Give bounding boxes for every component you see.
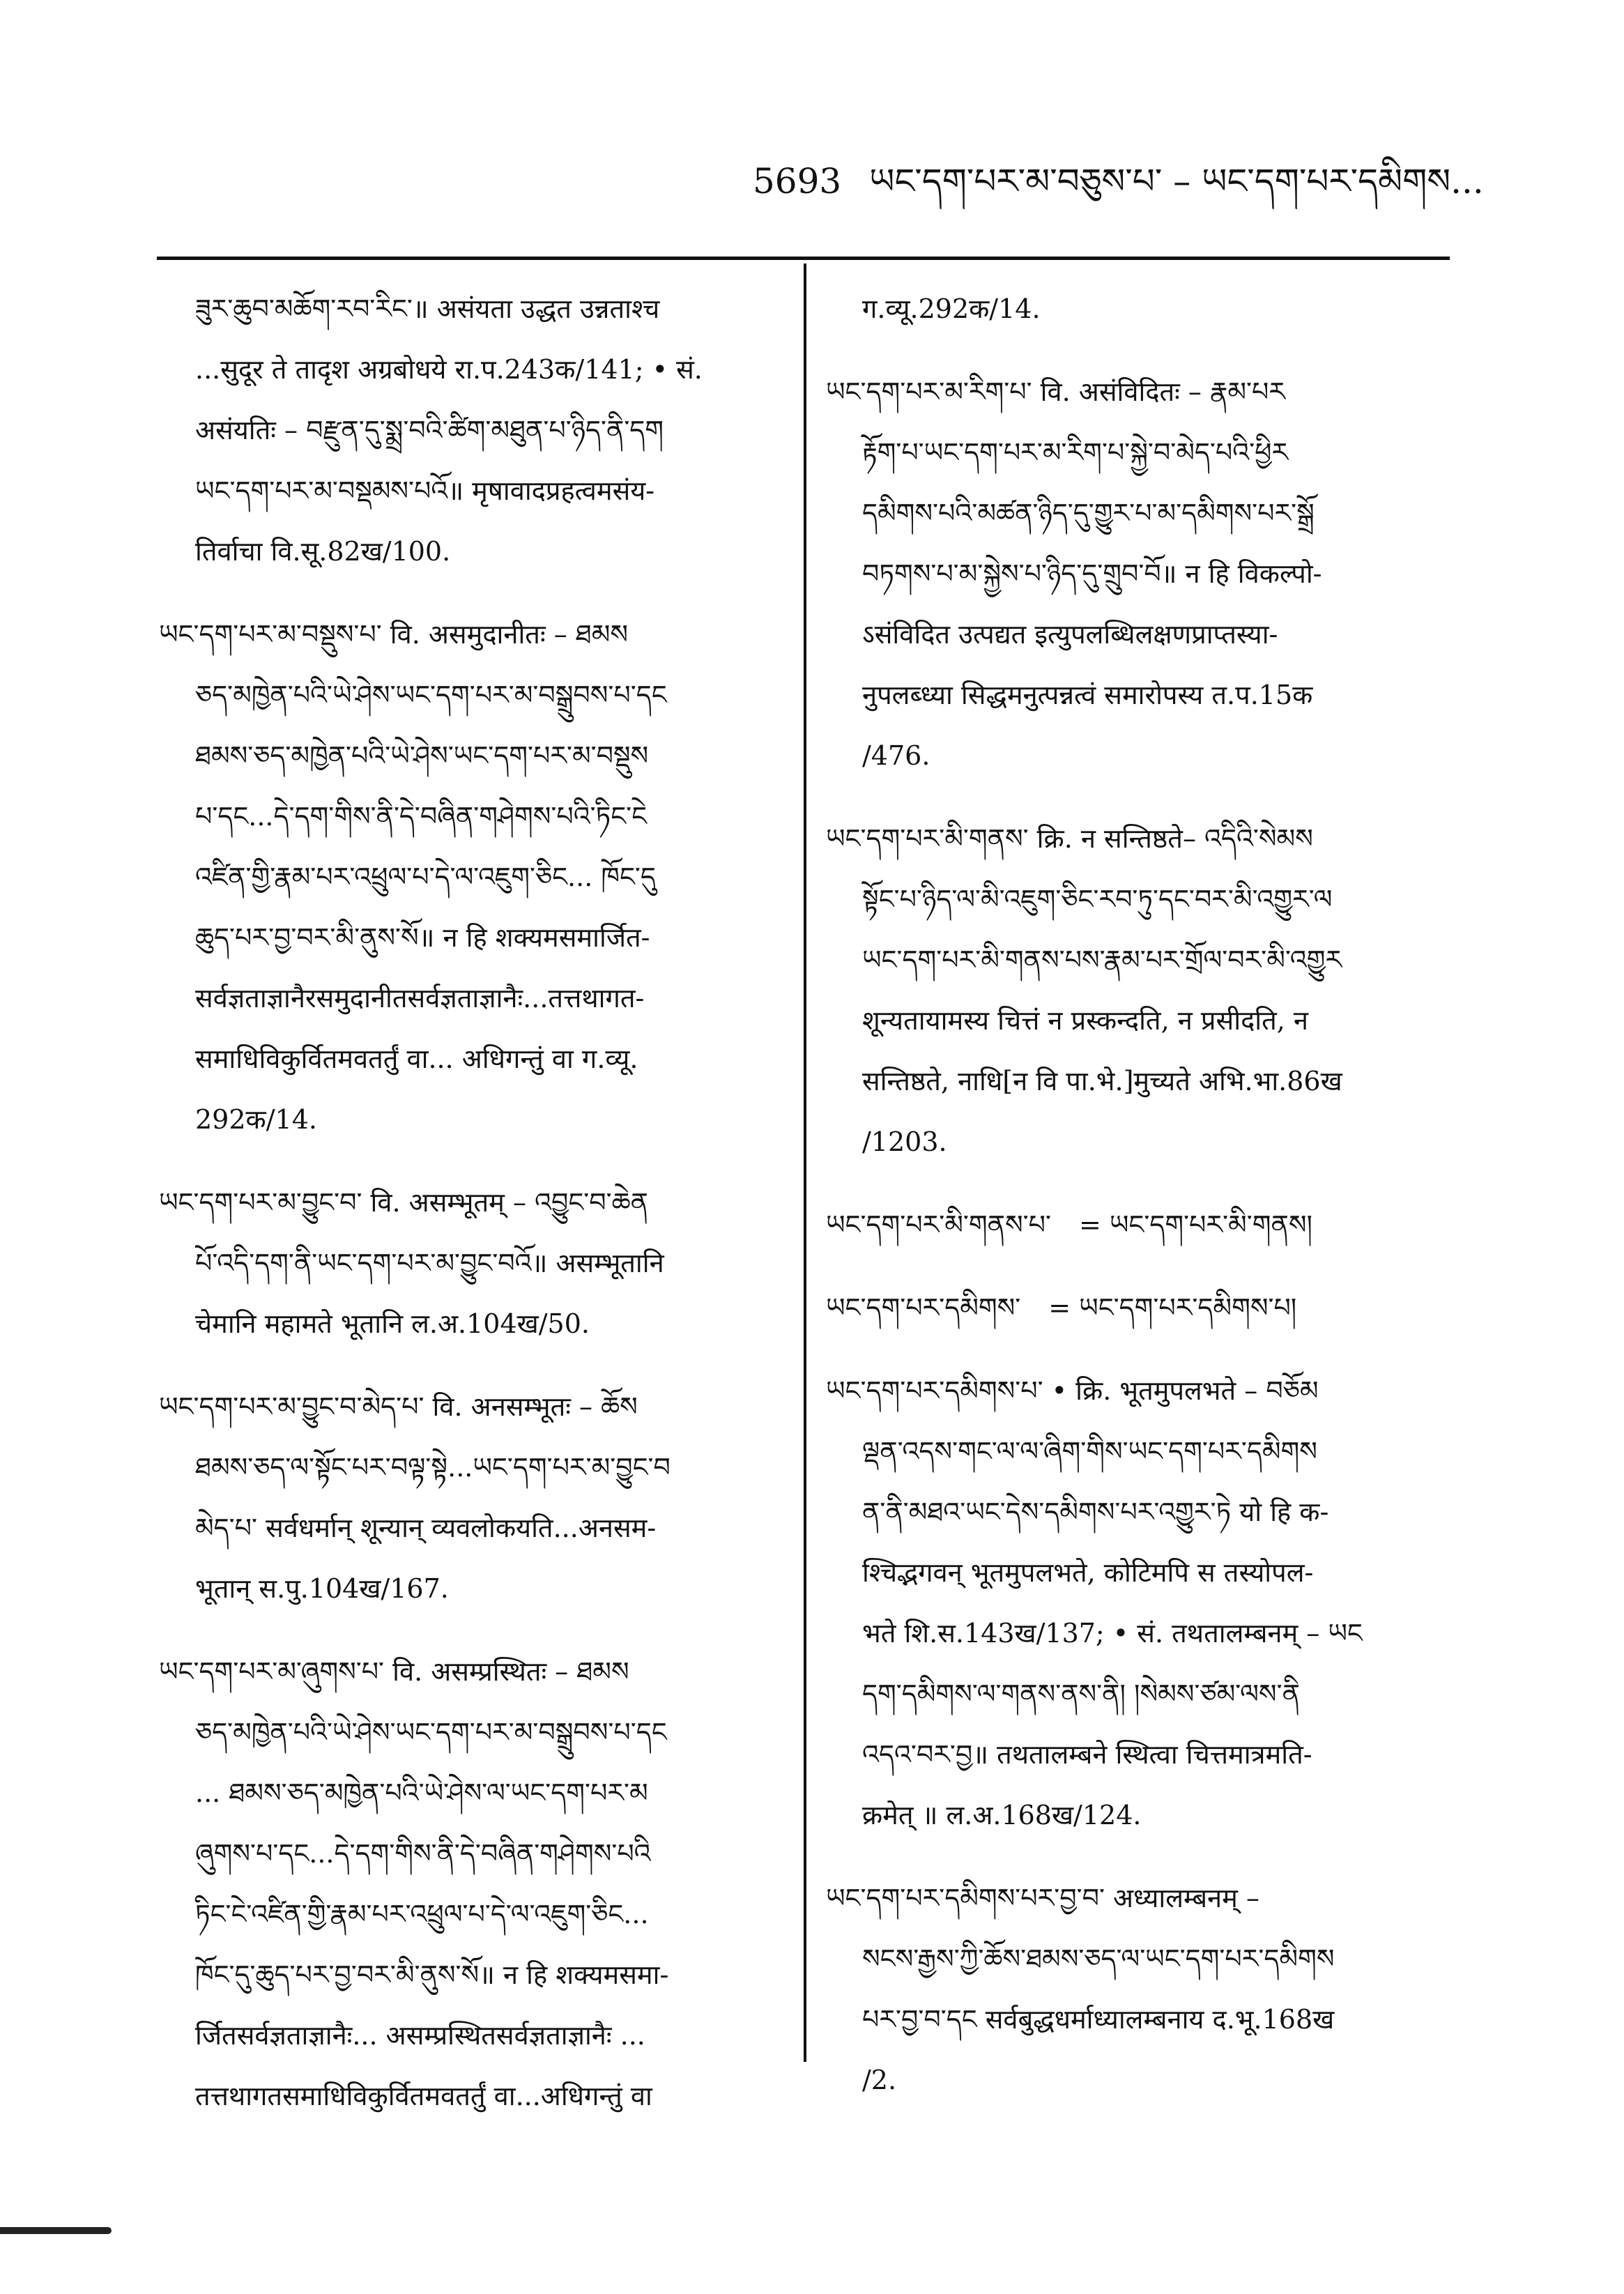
- entry-line: चेमानि महामते भूतानि ल.अ.104ख/50.: [195, 1308, 590, 1339]
- entry-line: ऽसंविदित उत्पद्यत इत्युपलब्धिलक्षणप्राप्तस्या-: [862, 619, 1278, 650]
- continuation-line: तिर्वाचा वि.सू.82ख/100.: [195, 536, 451, 567]
- right-continuation: [826, 279, 1450, 339]
- entry-line: དམིགས་པའི་མཚན་ཉིད་དུ་གྱུར་པ་མ་དམིགས་པར་སྒྲོ: [862, 498, 1315, 528]
- continuation-line: असंयतिः – བརྫུན་དུ་སྨྲ་བའི་ཚིག་མཐུན་པ་ཉིད་ནི་དག: [195, 415, 664, 445]
- entry-headline: ཡང་དག་པར་མ་ཞུགས་པ་ वि. असम्प्रस्थितः – ཐམས: [159, 1656, 629, 1687]
- entry-headline: ཡང་དག་པར་མ་བྱུང་བ་ वि. असम्भूतम् – འབྱུང་བ་ཆེན: [159, 1187, 648, 1218]
- entry-line: པར་བྱ་བ་དང सर्वबुद्धधर्माध्यालम्बनाय द.भू.168ख: [862, 2004, 1335, 2035]
- dictionary-entry: [826, 362, 1450, 786]
- entry-line: क्रमेत् ॥ ल.अ.168ख/124.: [862, 1800, 1142, 1830]
- header-range: ཡང་དག་པར་མ་བཅུས་པ་ – ཡང་དག་པར་དམིགས...: [869, 161, 1484, 201]
- entry-line: सन्तिष्ठते, नाधि[न वि पा.भे.]मुच्यते अभि.भा.86ख: [862, 1066, 1342, 1096]
- cross-reference-entry: [826, 1278, 1450, 1338]
- entry-line: सर्वज्ञताज्ञानैरसमुदानीतसर्वज्ञताज्ञानैः...तत्तथागत-: [195, 983, 645, 1014]
- entry-line: भूतान् स.पु.104ख/167.: [195, 1573, 449, 1604]
- entry-line: /1203.: [862, 1126, 947, 1157]
- entry-line: समाधिविकुर्वितमवतर्तुं वा... अधिगन्तुं वा ग.व्यू.: [195, 1043, 638, 1074]
- entry-line: ལྡན་འདས་གང་ལ་ལ་ཞིག་གིས་ཡང་དག་པར་དམིགས: [862, 1436, 1317, 1467]
- entry-headline: ཡང་དག་པར་མ་བྱུང་བ་མེད་པ་ वि. अनसम्भूतः – ཆོས: [159, 1391, 638, 1422]
- entry-line: འཛིན་གྱི་རྣམ་པར་འཕྲུལ་པ་དེ་ལ་འཇུག་ཅིང... ཁོང་དུ: [195, 862, 656, 892]
- entry-line: དག་དམིགས་ལ་གནས་ནས་ནི། །སེམས་ཙམ་ལས་ནི: [862, 1679, 1300, 1709]
- entry-line: པོ་འདི་དག་ནི་ཡང་དག་པར་མ་བྱུང་བའོ॥ असम्भूतानि: [195, 1248, 664, 1278]
- cross-reference-target: = ཡང་དག་པར་མི་གནས།: [1078, 1209, 1312, 1240]
- continuation-line: ཟུར་ཆུབ་མཆོག་རབ་རིང་॥ असंयता उद्धत उन्नताश्च: [195, 293, 660, 324]
- entry-line: འདའ་བར་བྱ॥ तथतालम्बने स्थित्वा चित्तमात्रमति-: [862, 1739, 1312, 1770]
- entry-line: མེད་པ་ सर्वधर्मान् शून्यान् व्यवलोकयति...अनसम-: [195, 1513, 657, 1543]
- entry-line: ཅད་མཁྱེན་པའི་ཡེ་ཤེས་ཡང་དག་པར་མ་བསྒྲུབས་པ་དང: [195, 680, 667, 710]
- cross-reference-line: [826, 1278, 1450, 1338]
- dictionary-entry: [159, 1642, 772, 2127]
- page-number: 5693: [753, 161, 842, 201]
- header-rule: [157, 257, 1450, 260]
- dictionary-entry: [159, 604, 772, 1150]
- entry-line: ཆུད་པར་བྱ་བར་མི་ནུས་སོ॥ न हि शक्यमसमार्जित-: [195, 922, 650, 953]
- continuation-line: ཡང་དག་པར་མ་བསྡམས་པའོ॥ मृषावादप्रहत्वमसंय-: [195, 475, 655, 506]
- entry-line: ཡང་དག་པར་མི་གནས་པས་རྣམ་པར་གྲོལ་བར་མི་འགྱུར: [862, 945, 1342, 975]
- entry-line: ན་ནི་མཐའ་ཡང་དེས་དམིགས་པར་འགྱུར་ཏེ यो हि क-: [862, 1497, 1329, 1527]
- entry-line: /2.: [862, 2065, 897, 2095]
- entry-headline: ཡང་དག་པར་མི་གནས་ क्रि. न सन्तिष्ठते– འདིའི་སེམས: [826, 823, 1313, 854]
- dictionary-entry: [159, 1377, 772, 1619]
- entry-line: तत्तथागतसमाधिविकुर्वितमवतर्तुं वा...अधिगन्तुं वा: [195, 2081, 652, 2111]
- entry-line: བཏགས་པ་མ་སྐྱེས་པ་ཉིད་དུ་གྲུབ་བོ॥ न हि विकल्पो-: [862, 558, 1322, 589]
- entry-line: शून्यतायामस्य चित्तं न प्रस्कन्दति, न प्रसीदति, न: [862, 1005, 1308, 1036]
- entry-line: र्जितसर्वज्ञताज्ञानैः... असम्प्रस्थितसर्वज्ञताज्ञानैः ...: [195, 2020, 645, 2051]
- cross-reference-term: ཡང་དག་པར་མི་གནས་པ་: [826, 1209, 1051, 1240]
- dictionary-entry: [826, 809, 1450, 1172]
- entry-line: པ་དང...དེ་དག་གིས་ནི་དེ་བཞིན་གཤེགས་པའི་ཏིང་ངེ: [195, 801, 648, 832]
- cross-reference-entry: [826, 1195, 1450, 1255]
- cross-reference-term: ཡང་དག་པར་དམིགས་: [826, 1292, 1021, 1323]
- entry-line: ཞུགས་པ་དང...དེ་དག་གིས་ནི་དེ་བཞིན་གཤེགས་པའི: [195, 1838, 651, 1869]
- right-column: [826, 279, 1450, 2133]
- entry-line: ཁོང་དུ་ཆུད་པར་བྱ་བར་མི་ནུས་སོ॥ न हि शक्यमसमा-: [195, 1959, 669, 1990]
- left-continuation: [159, 279, 772, 582]
- entry-headline: ཡང་དག་པར་མ་བསྡུས་པ་ वि. असमुदानीतः – ཐམས: [159, 619, 629, 650]
- left-column: [159, 279, 772, 2149]
- dictionary-entry: [826, 1361, 1450, 1846]
- entry-line: ཐམས་ཅད་མཁྱེན་པའི་ཡེ་ཤེས་ཡང་དག་པར་མ་བསྡུས: [195, 740, 649, 771]
- cross-reference-target: = ཡང་དག་པར་དམིགས་པ།: [1048, 1292, 1297, 1323]
- running-header: [753, 143, 1485, 240]
- entry-line: 292क/14.: [195, 1104, 317, 1135]
- entry-line: སྟོང་པ་ཉིད་ལ་མི་འཇུག་ཅིང་རབ་ཏུ་དང་བར་མི་འགྱུར་ལ: [862, 884, 1333, 915]
- continuation-line: ...सुदूर ते तादृश अग्रबोधये रा.प.243क/141; • सं.: [195, 354, 703, 385]
- entry-line: ... ཐམས་ཅད་མཁྱེན་པའི་ཡེ་ཤེས་ལ་ཡང་དག་པར་མ: [195, 1777, 648, 1808]
- entry-line: རྟོག་པ་ཡང་དག་པར་མ་རིག་པ་སྐྱེ་བ་མེད་པའི་ཕྱིར: [862, 437, 1289, 468]
- entry-line: སངས་རྒྱས་ཀྱི་ཆོས་ཐམས་ཅད་ལ་ཡང་དག་པར་དམིགས: [862, 1943, 1335, 1974]
- dictionary-entry: [826, 1868, 1450, 2111]
- entry-headline: ཡང་དག་པར་མ་རིག་པ་ वि. असंविदितः – རྣམ་པར: [826, 376, 1286, 407]
- cross-reference-line: [826, 1195, 1450, 1255]
- entry-line: /476.: [862, 740, 930, 771]
- dictionary-entry: [159, 1172, 772, 1354]
- entry-line: भते शि.स.143ख/137; • सं. तथतालम्बनम् – ཡང: [862, 1618, 1363, 1649]
- entry-line: ཅད་མཁྱེན་པའི་ཡེ་ཤེས་ཡང་དག་པར་མ་བསྒྲུབས་པ་དང: [195, 1717, 667, 1748]
- scan-edge-mark: [0, 2227, 112, 2234]
- entry-headline: ཡང་དག་པར་དམིགས་པར་བྱ་བ་ अध्यालम्बनम् –: [826, 1883, 1259, 1913]
- column-divider: [804, 263, 806, 2062]
- entry-line: नुपलब्ध्या सिद्धमनुत्पन्नत्वं समारोपस्य त.प.15क: [862, 680, 1313, 710]
- entry-line: श्चिद्भगवन् भूतमुपलभते, कोटिमपि स तस्योपल-: [862, 1557, 1314, 1588]
- entry-headline: ཡང་དག་པར་དམིགས་པ་ • क्रि. भूतमुपलभते – བཅོམ: [826, 1375, 1319, 1406]
- entry-line: ཏིང་ངེ་འཛིན་གྱི་རྣམ་པར་འཕྲུལ་པ་དེ་ལ་འཇུག་ཅིང...: [195, 1899, 649, 1929]
- continuation-line: ग.व्यू.292क/14.: [862, 293, 1041, 324]
- entry-line: ཐམས་ཅད་ལ་སྟོང་པར་བལྟ་སྟེ...ཡང་དག་པར་མ་བྱུང་བ: [195, 1452, 671, 1483]
